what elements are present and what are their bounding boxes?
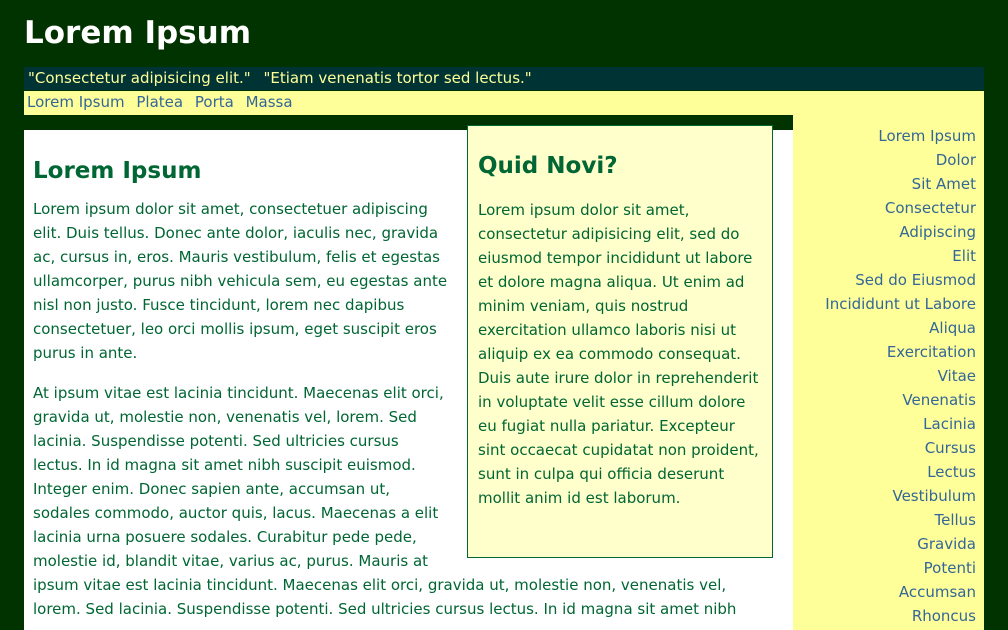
news-body: Lorem ipsum dolor sit amet, consectetur adipisicing elit, sed do eiusmod tempor incididunt ut labore et dolore magna aliqua. Ut enim ad minim veniam, quis nostrud exercitation ullamco laboris nisi ut aliquip ex ea commodo consequat. Duis aute irure dolor in reprehenderit in voluptate velit esse cillum dolore eu fugiat nulla pariatur. Excepteur sint occaecat cupidatat non proident, sunt in culpa qui officia deserunt mollit anim id est laborum. (478, 201, 759, 507)
sidebar-link-venenatis[interactable]: Venenatis (902, 391, 976, 409)
sidebar-link-sed-do-eiusmod[interactable]: Sed do Eiusmod (855, 271, 976, 289)
quote-text: "Etiam venenatis tortor sed lectus." (263, 69, 532, 87)
sidebar-link-potenti[interactable]: Potenti (923, 559, 976, 577)
news-title: Quid Novi? (478, 153, 618, 179)
sidebar-link-exercitation[interactable]: Exercitation (886, 343, 976, 361)
sidebar-link-adipiscing[interactable]: Adipiscing (899, 223, 976, 241)
sidebar-link-lorem-ipsum[interactable]: Lorem Ipsum (878, 127, 976, 145)
sidebar-link-cursus[interactable]: Cursus (924, 439, 976, 457)
quote-text: "Consectetur adipisicing elit." (28, 69, 251, 87)
sidebar (793, 115, 984, 630)
sidebar-link-vitae[interactable]: Vitae (937, 367, 976, 385)
main-paragraph: Lorem ipsum dolor sit amet, consectetuer adipiscing elit. Duis tellus. Donec ante dolor, iaculis nec, gravida ac, cursus in, eros. Mauris vestibulum, felis et egestas ullamcorper, purus nibh vehicula sem, eu egestas ante nisl non justo. Fusce tincidunt, lorem nec dapibus consectetuer, leo orci mollis ipsum, eget suscipit eros purus in ante. (33, 200, 448, 362)
sidebar-link-lacinia[interactable]: Lacinia (923, 415, 976, 433)
sidebar-link-vestibulum[interactable]: Vestibulum (892, 487, 976, 505)
nav-link-porta[interactable]: Porta (194, 93, 234, 111)
sidebar-link-gravida[interactable]: Gravida (917, 535, 976, 553)
nav-link-massa[interactable]: Massa (245, 93, 293, 111)
sidebar-menu (825, 124, 976, 628)
sidebar-link-dolor[interactable]: Dolor (935, 151, 976, 169)
nav-link-platea[interactable]: Platea (136, 93, 184, 111)
sidebar-link-sit-amet[interactable]: Sit Amet (911, 175, 976, 193)
site-title: Lorem Ipsum (24, 15, 252, 51)
main-title: Lorem Ipsum (33, 158, 202, 184)
main-paragraph: At ipsum vitae est lacinia tincidunt. Maecenas elit orci, gravida ut, molestie non, venenatis vel, lorem. Sed lacinia. Suspendisse potenti. Sed ultricies cursus lectus. In id magna sit amet nibh suscipit euismod. Integer enim. Donec sapien ante, accumsan ut, sodales commodo, auctor quis, lacus. Maecenas a elit lacinia urna posuere sodales. Curabitur pede pede, molestie id, blandit vitae, varius ac, purus. Mauris at ipsum vitae est lacinia tincidunt. Maecenas elit orci, gravida ut, molestie non, venenatis vel, lorem. Sed lacinia. Suspendisse potenti. Sed ultricies cursus lectus. In id magna sit amet nibh (33, 384, 737, 618)
sidebar-link-rhoncus[interactable]: Rhoncus (911, 607, 976, 625)
sidebar-link-consectetur[interactable]: Consectetur (884, 199, 976, 217)
quote-bar (24, 67, 984, 90)
sidebar-link-accumsan[interactable]: Accumsan (898, 583, 976, 601)
sidebar-link-elit[interactable]: Elit (952, 247, 976, 265)
nav-link-lorem-ipsum[interactable]: Lorem Ipsum (27, 93, 125, 111)
sidebar-link-tellus[interactable]: Tellus (934, 511, 976, 529)
sidebar-link-lectus[interactable]: Lectus (927, 463, 976, 481)
top-nav (24, 91, 984, 115)
sidebar-link-aliqua[interactable]: Aliqua (929, 319, 976, 337)
sidebar-link-incididunt-ut-labore[interactable]: Incididunt ut Labore (825, 295, 976, 313)
news-box (467, 125, 773, 558)
